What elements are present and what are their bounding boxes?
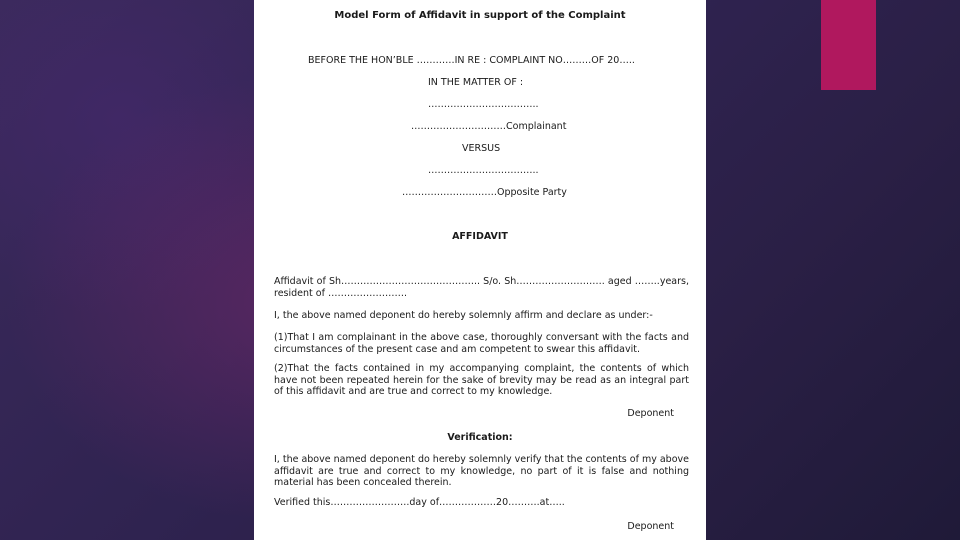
declaration-line: I, the above named deponent do hereby solemnly affirm and declare as under:- [274,310,653,321]
paragraph-1: (1)That I am complainant in the above case, thoroughly conversant with the facts and circumstances of the present case and am competent to swear this affidavit. [274,332,689,355]
versus-line: VERSUS [462,143,501,154]
before-line: BEFORE THE HON’BLE …………IN RE : COMPLAINT NO………OF 20….. [308,55,635,66]
verification-text: I, the above named deponent do hereby solemnly verify that the contents of my above affidavit are true and correct to my knowledge, no part of it is false and nothing material has been concealed therein. [274,454,689,488]
in-the-matter-line: IN THE MATTER OF : [428,77,524,88]
document-title: Model Form of Affidavit in support of the Complaint [334,10,626,21]
affidavit-heading: AFFIDAVIT [452,231,508,242]
affidavit-line-2: resident of ……………………. [274,288,407,299]
deponent-label-2: Deponent [627,521,674,532]
blank-line-2: …………………………….. [428,165,539,176]
opposite-party-line: …………………………Opposite Party [402,187,567,198]
complainant-line: …………………………Complainant [411,121,567,132]
verified-line: Verified this…………………….day of………………20……….at….. [274,497,565,508]
affidavit-document [254,0,706,540]
paragraph-2: (2)That the facts contained in my accompanying complaint, the contents of which have not been repeated herein for the sake of brevity may be read as an integral part of this affidavit and are true and correct to my knowledge. [274,363,689,397]
accent-bar [821,0,876,90]
verification-heading: Verification: [447,432,513,443]
affidavit-line-1: Affidavit of Sh…………………………………….. S/o. Sh………………………. aged ……..years, [274,276,689,287]
blank-line-1: …………………………….. [428,99,539,110]
deponent-label-1: Deponent [627,408,674,419]
